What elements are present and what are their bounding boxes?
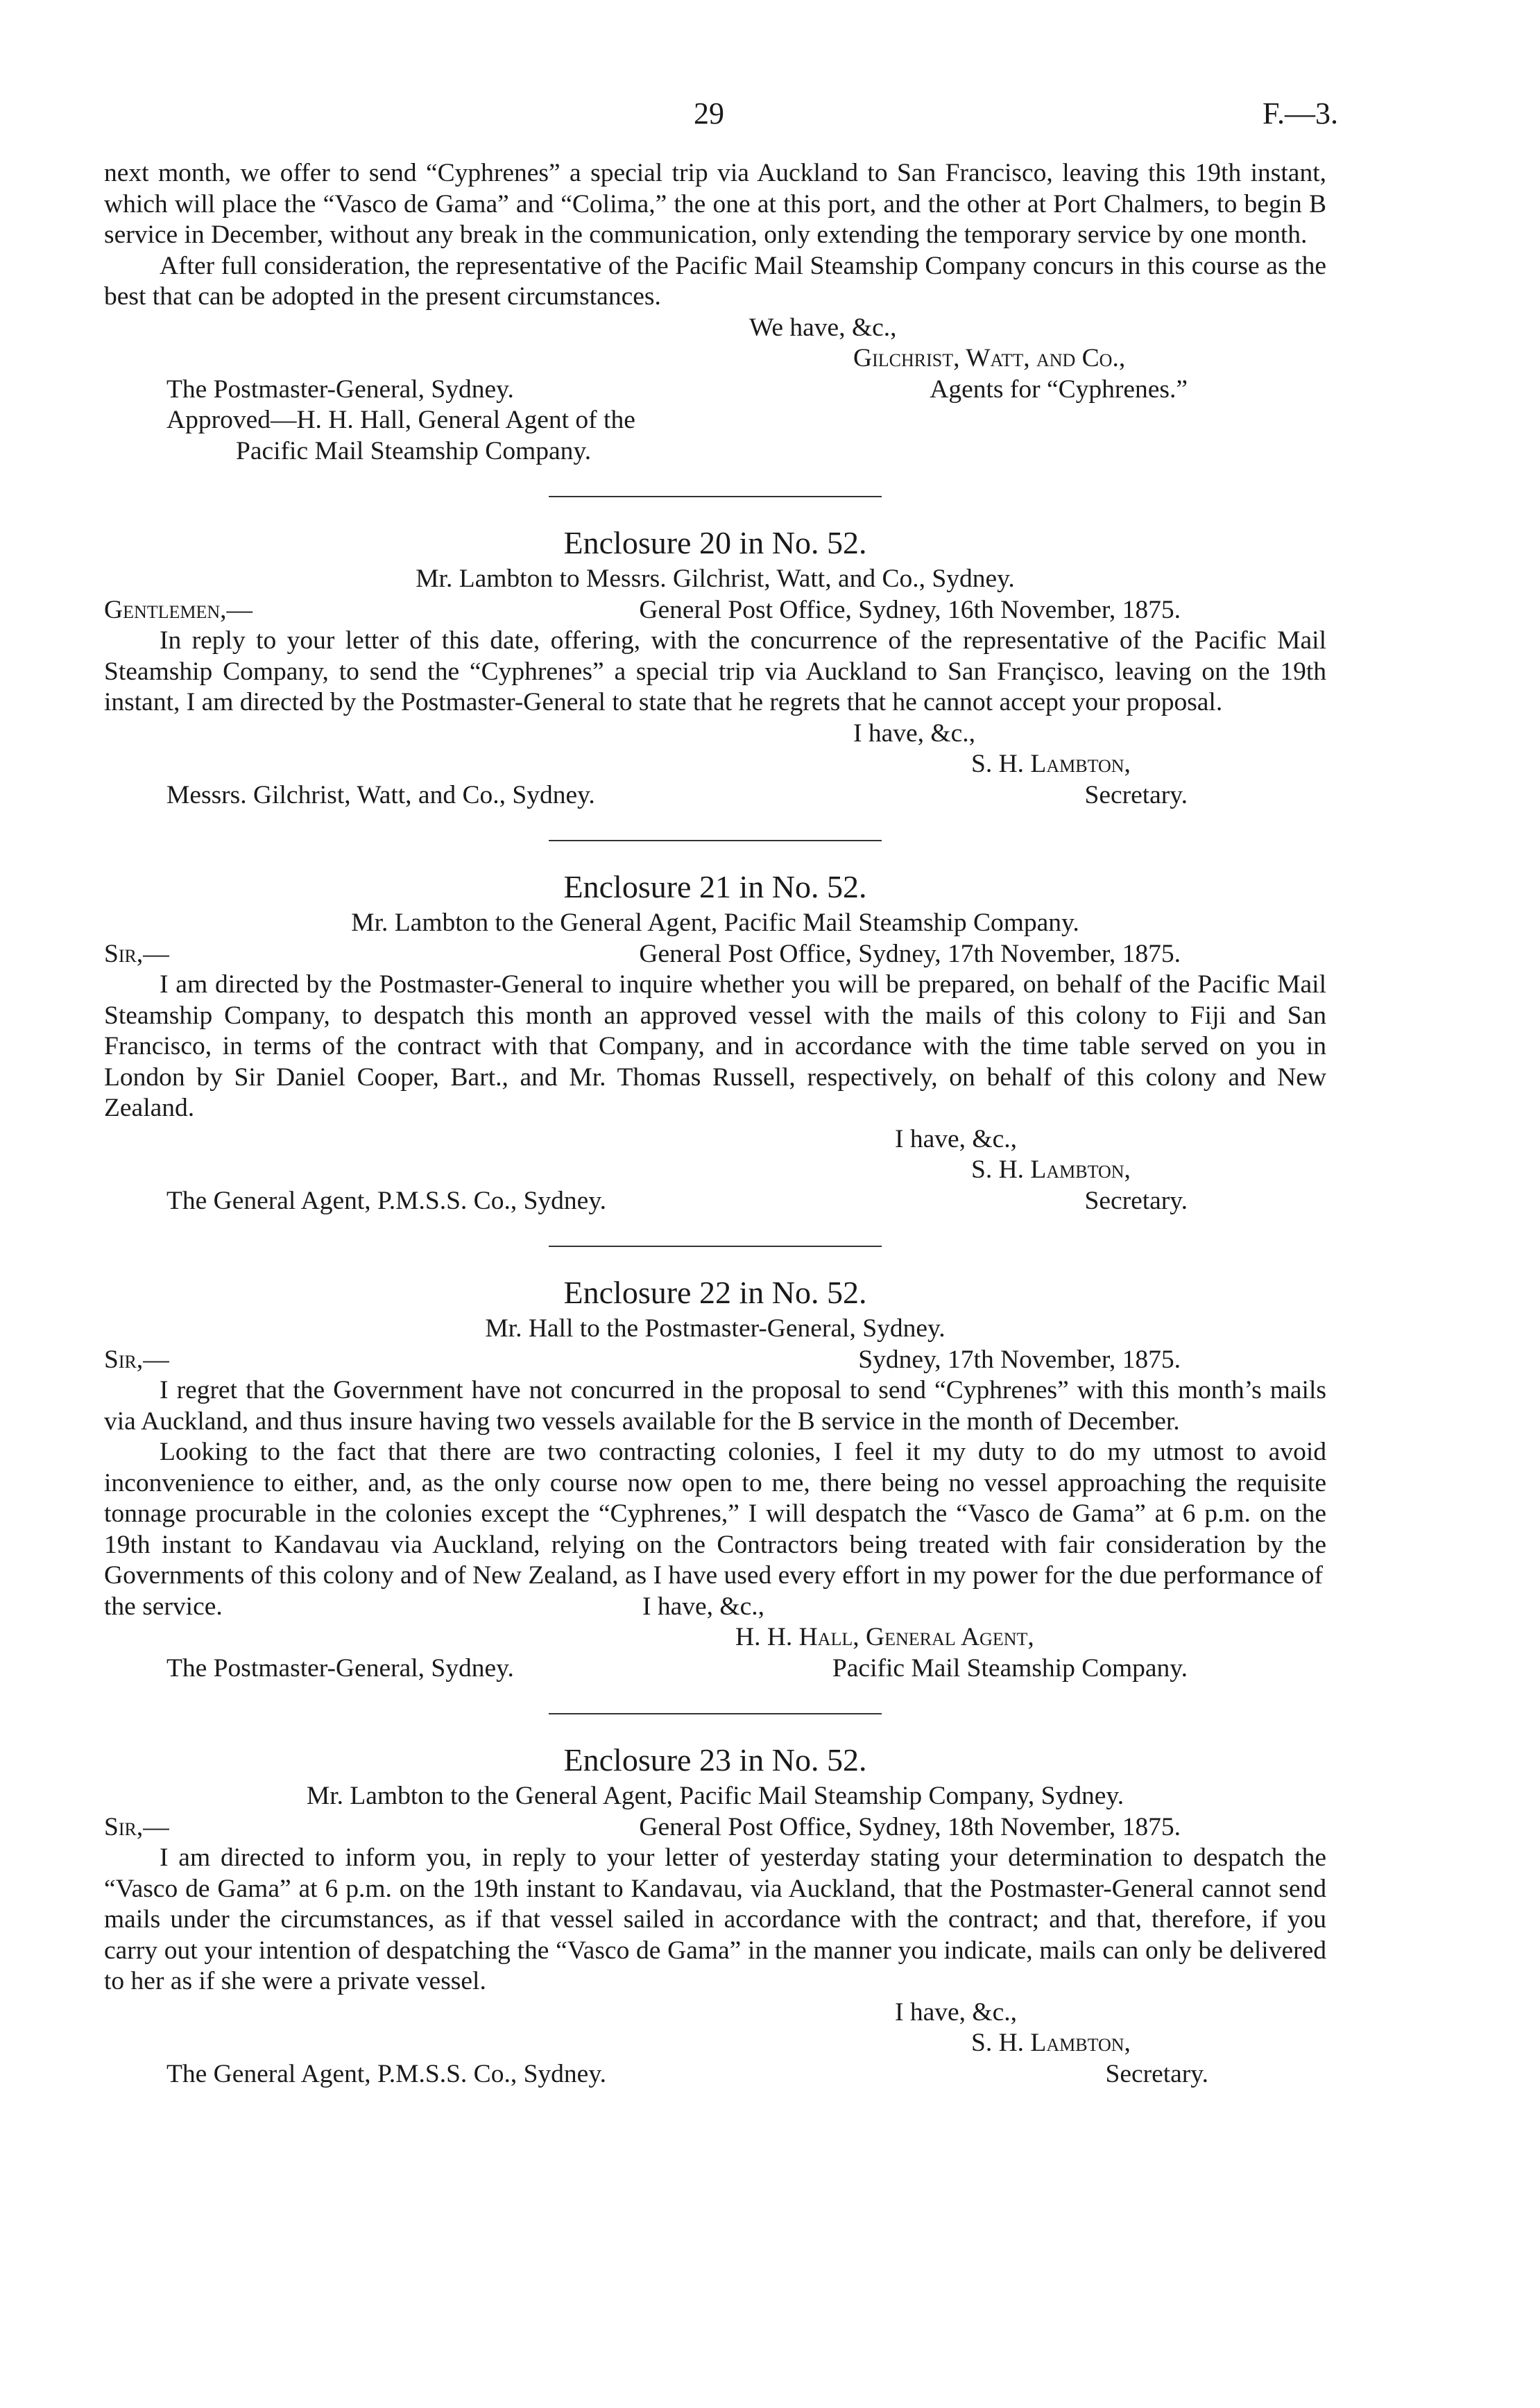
approval-line: Approved—H. H. Hall, General Agent of the [166, 406, 635, 434]
salutation: Sir,— [104, 1345, 169, 1374]
signature: S. H. Lambton, [971, 2029, 1131, 2057]
closing: We have, &c., [749, 313, 897, 342]
enclosure-subtitle: Mr. Hall to the Postmaster-General, Sydney. [485, 1314, 946, 1343]
body-paragraph: I am directed to inform you, in reply to your letter of yesterday stating your determination to despatch the “Vasco de Gama” at 6 p.m. on the 19th instant to Kandavau, via Auckland, that the Postmaster-General cannot send mails under the circumstances, as if that vessel sailed in accordance with the contract; and that, therefore, if you carry out your intention of despatching the “Vasco de Gama” in the manner you indicate, mails can only be delivered to her as if she were a private vessel. [104, 1843, 1326, 1995]
signer-title: Agents for “Cyphrenes.” [930, 375, 1188, 404]
enclosure-title: Enclosure 23 in No. 52. [563, 1742, 867, 1778]
salutation-row [104, 1812, 1326, 1843]
final-line-row [104, 1592, 1326, 1623]
approval-line: Pacific Mail Steamship Company. [236, 436, 592, 465]
address-row [104, 1653, 1326, 1685]
closing: I have, &c., [853, 719, 975, 748]
salutation-row [104, 939, 1326, 970]
addressee: The Postmaster-General, Sydney. [166, 375, 514, 404]
salutation: Gentlemen,— [104, 595, 253, 624]
signature: H. H. Hall, General Agent, [735, 1623, 1034, 1651]
addressee: The Postmaster-General, Sydney. [166, 1653, 514, 1683]
body-paragraph: After full consideration, the representative of the Pacific Mail Steamship Company concurs in this course as the best that can be adopted in the present circumstances. [104, 251, 1326, 311]
address-row [104, 375, 1326, 406]
address-row [104, 1186, 1326, 1217]
enclosure-21 [104, 868, 1326, 1216]
text-column [104, 158, 1326, 2090]
closing: I have, &c., [642, 1592, 764, 1621]
addressee: The General Agent, P.M.S.S. Co., Sydney. [166, 2059, 607, 2088]
salutation-row [104, 1345, 1326, 1376]
section-divider [549, 496, 882, 497]
dateline: Sydney, 17th November, 1875. [858, 1345, 1181, 1374]
salutation-row [104, 595, 1326, 626]
enclosure-title: Enclosure 21 in No. 52. [563, 869, 867, 904]
body-paragraph: next month, we offer to send “Cyphrenes” a special trip via Auckland to San Francisco, leaving this 19th instant, which will place the “Vasco de Gama” and “Colima,” the one at this port, and the other at Port Chalmers, to begin B service in December, without any break in the communication, only extending the temporary service by one month. [104, 159, 1326, 249]
enclosure-subtitle: Mr. Lambton to the General Agent, Pacific Mail Steamship Company. [351, 909, 1079, 937]
signature: S. H. Lambton, [971, 750, 1131, 778]
signature: S. H. Lambton, [971, 1155, 1131, 1184]
enclosure-20 [104, 524, 1326, 811]
section-divider [549, 1246, 882, 1247]
body-paragraph: Looking to the fact that there are two contracting colonies, I feel it my duty to do my utmost to avoid inconvenience to either, and, as the only course now open to me, there being no vessel approaching the requisite tonnage procurable in the colonies except the “Cyphrenes,” I will despatch the “Vasco de Gama” at 6 p.m. on the 19th instant to Kandavau via Auckland, relying on the Contractors being treated with fair consideration by the Governments of this colony and of New Zealand, as I have used every effort in my power for the due performance of [104, 1438, 1326, 1590]
closing: I have, &c., [895, 1124, 1017, 1153]
address-row [104, 2059, 1326, 2090]
enclosure-23 [104, 1741, 1326, 2090]
body-paragraph: I regret that the Government have not concurred in the proposal to send “Cyphrenes” with this month’s mails via Auckland, and thus insure having two vessels available for the B service in the month of December. [104, 1376, 1326, 1436]
enclosure-subtitle: Mr. Lambton to the General Agent, Pacific Mail Steamship Company, Sydney. [306, 1782, 1124, 1810]
section-divider [549, 1713, 882, 1714]
body-paragraph: In reply to your letter of this date, offering, with the concurrence of the representative of the Pacific Mail Steamship Company, to send the “Cyphrenes” a special trip via Auckland to San Françisco, leaving on the 19th instant, I am directed by the Postmaster-General to state that he regrets that he cannot accept your proposal. [104, 626, 1326, 716]
salutation: Sir,— [104, 939, 169, 968]
page-number: 29 [694, 96, 724, 130]
signer-title: Secretary. [1084, 1186, 1188, 1215]
enclosure-title: Enclosure 22 in No. 52. [563, 1275, 867, 1310]
continued-letter [104, 158, 1326, 467]
dateline: General Post Office, Sydney, 16th November, 1875. [639, 595, 1181, 624]
document-reference: F.—3. [1263, 96, 1338, 130]
dateline: General Post Office, Sydney, 18th November, 1875. [639, 1812, 1181, 1841]
signature: Gilchrist, Watt, and Co., [853, 344, 1126, 372]
addressee: The General Agent, P.M.S.S. Co., Sydney. [166, 1186, 607, 1215]
signer-title: Secretary. [1105, 2059, 1208, 2088]
enclosure-title: Enclosure 20 in No. 52. [563, 525, 867, 560]
salutation: Sir,— [104, 1812, 169, 1841]
enclosure-22 [104, 1273, 1326, 1684]
addressee: Messrs. Gilchrist, Watt, and Co., Sydney. [166, 780, 595, 809]
address-row [104, 780, 1326, 811]
page-header [0, 96, 1540, 137]
signer-title: Pacific Mail Steamship Company. [832, 1653, 1188, 1683]
body-final-line: the service. [104, 1592, 223, 1621]
body-paragraph: I am directed by the Postmaster-General to inquire whether you will be prepared, on behalf of the Pacific Mail Steamship Company, to despatch this month an approved vessel with the mails of this colony to Fiji and San Francisco, in terms of the contract with that Company, and in accordance with the time table served on you in London by Sir Daniel Cooper, Bart., and Mr. Thomas Russell, respectively, on behalf of this colony and New Zealand. [104, 970, 1326, 1122]
closing: I have, &c., [895, 1997, 1017, 2027]
dateline: General Post Office, Sydney, 17th November, 1875. [639, 939, 1181, 968]
section-divider [549, 840, 882, 841]
signer-title: Secretary. [1084, 780, 1188, 809]
enclosure-subtitle: Mr. Lambton to Messrs. Gilchrist, Watt, and Co., Sydney. [416, 565, 1015, 593]
